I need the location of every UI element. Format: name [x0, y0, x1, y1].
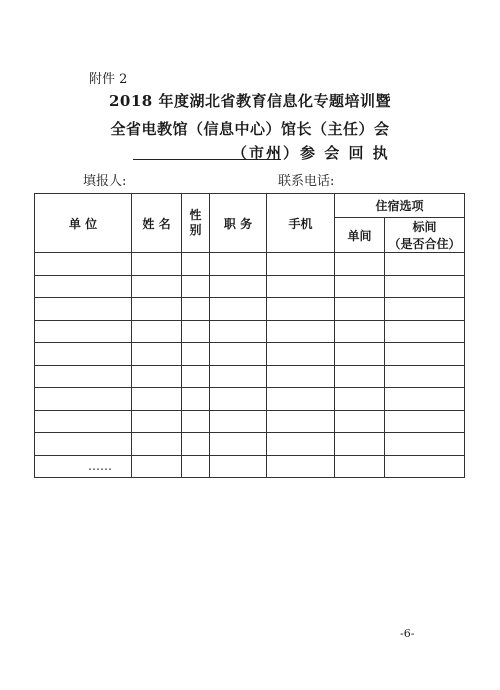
table-cell[interactable]	[335, 275, 385, 298]
table-cell[interactable]	[210, 275, 267, 298]
table-cell[interactable]	[335, 388, 385, 411]
table-cell[interactable]	[335, 410, 385, 433]
table-cell[interactable]	[385, 343, 465, 366]
table-cell[interactable]	[267, 343, 335, 366]
table-cell[interactable]	[267, 320, 335, 343]
table-cell[interactable]	[267, 410, 335, 433]
table-cell[interactable]	[182, 410, 210, 433]
table-cell[interactable]	[385, 365, 465, 388]
document-title-line-3: （市州）参 会 回 执	[232, 144, 390, 162]
page-number: -6-	[400, 627, 415, 640]
table-cell[interactable]	[210, 343, 267, 366]
table-cell[interactable]	[35, 275, 132, 298]
attachment-label: 附件 2	[89, 72, 128, 87]
phone-label: 联系电话:	[278, 174, 335, 189]
table-cell[interactable]	[132, 433, 182, 456]
table-cell[interactable]	[132, 455, 182, 478]
table-cell[interactable]	[182, 253, 210, 276]
table-cell[interactable]	[35, 253, 132, 276]
filler-label: 填报人:	[83, 174, 127, 189]
header-single-room: 单间	[335, 218, 385, 253]
header-gender-text: 性别	[189, 208, 202, 237]
table-cell[interactable]	[267, 298, 335, 321]
table-cell[interactable]	[385, 298, 465, 321]
table-row	[35, 365, 465, 388]
table-cell[interactable]	[210, 455, 267, 478]
table-cell[interactable]	[132, 365, 182, 388]
table-cell[interactable]	[385, 275, 465, 298]
table-cell[interactable]	[210, 365, 267, 388]
table-cell[interactable]	[210, 410, 267, 433]
table-cell[interactable]	[210, 388, 267, 411]
header-share-note: （是否合住）	[388, 237, 461, 251]
table-cell[interactable]	[132, 343, 182, 366]
table-cell[interactable]	[210, 433, 267, 456]
table-cell[interactable]	[35, 298, 132, 321]
table-cell[interactable]	[182, 365, 210, 388]
table-cell[interactable]	[132, 298, 182, 321]
table-cell[interactable]	[335, 343, 385, 366]
table-cell[interactable]	[267, 455, 335, 478]
header-position: 职 务	[210, 194, 267, 253]
table-cell[interactable]	[35, 320, 132, 343]
table-row	[35, 343, 465, 366]
table-cell[interactable]	[385, 388, 465, 411]
header-mobile: 手机	[267, 194, 335, 253]
table-cell[interactable]	[335, 298, 385, 321]
table-cell[interactable]	[182, 275, 210, 298]
table-cell[interactable]	[132, 320, 182, 343]
table-cell[interactable]	[210, 320, 267, 343]
table-cell[interactable]	[182, 433, 210, 456]
table-cell[interactable]	[335, 365, 385, 388]
table-cell[interactable]	[132, 275, 182, 298]
table-cell[interactable]	[182, 298, 210, 321]
table-cell[interactable]	[132, 388, 182, 411]
table-cell[interactable]	[385, 253, 465, 276]
table-cell[interactable]	[132, 410, 182, 433]
table-cell[interactable]	[385, 455, 465, 478]
header-lodging: 住宿选项	[335, 194, 465, 218]
table-cell[interactable]	[182, 320, 210, 343]
table-cell[interactable]	[385, 433, 465, 456]
header-gender	[182, 194, 210, 253]
table-cell[interactable]	[35, 365, 132, 388]
table-cell[interactable]	[267, 365, 335, 388]
table-cell[interactable]	[35, 343, 132, 366]
table-cell[interactable]	[210, 253, 267, 276]
table-cell[interactable]	[182, 455, 210, 478]
table-cell[interactable]	[182, 388, 210, 411]
table-cell[interactable]	[35, 388, 132, 411]
table-cell[interactable]	[35, 410, 132, 433]
table-cell[interactable]	[385, 410, 465, 433]
header-unit: 单 位	[35, 194, 132, 253]
table-cell[interactable]	[335, 433, 385, 456]
table-cell[interactable]	[335, 320, 385, 343]
table-row	[35, 410, 465, 433]
table-cell[interactable]	[267, 388, 335, 411]
document-title-line-1: 2018 年度湖北省教育信息化专题培训暨	[109, 92, 391, 110]
table-row	[35, 298, 465, 321]
table-cell: ……	[35, 455, 132, 478]
table-cell[interactable]	[132, 253, 182, 276]
table-cell[interactable]	[385, 320, 465, 343]
table-cell[interactable]	[35, 433, 132, 456]
table-row	[35, 455, 465, 478]
table-cell[interactable]	[182, 343, 210, 366]
table-row	[35, 433, 465, 456]
header-standard-room-label: 标间	[412, 220, 437, 234]
document-title-line-2: 全省电教馆（信息中心）馆长（主任）会	[110, 120, 390, 138]
table-row	[35, 275, 465, 298]
table-row	[35, 388, 465, 411]
table-cell[interactable]	[267, 253, 335, 276]
registration-table	[34, 193, 465, 478]
table-cell[interactable]	[335, 253, 385, 276]
header-standard-room	[385, 218, 465, 253]
table-cell[interactable]	[267, 433, 335, 456]
table-cell[interactable]	[267, 275, 335, 298]
table-cell[interactable]	[210, 298, 267, 321]
table-row	[35, 253, 465, 276]
table-cell[interactable]	[335, 455, 385, 478]
table-row	[35, 320, 465, 343]
header-name: 姓 名	[132, 194, 182, 253]
